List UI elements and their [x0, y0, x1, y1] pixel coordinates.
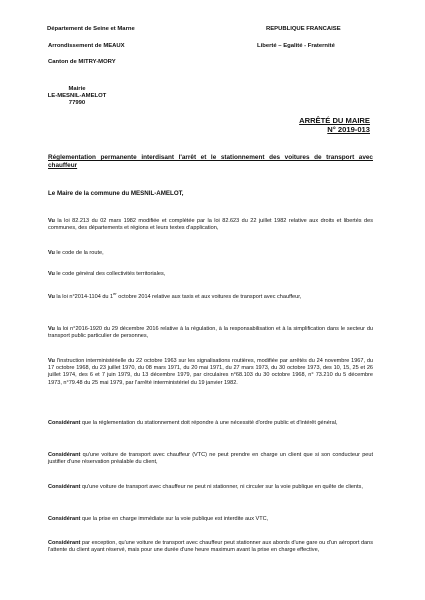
paragraph-text: l'instruction interministérielle du 22 octobre 1963 sur les signalisations routières, modifiée par arrêtés du 24 novembre 1967, du 17 octobre 1968, du 23 juillet 1970, du 08 mars 1971, du 20 mai 1971, du 27 mars 1973, du 30 octobre 1973, des 10, 15, 25 et 26 juillet 1974, des 6 et 7 juin 1979, du 13 décembre 1979, par circulaires n°68.103 du 30 octobre 1968, n° 73.210 du 5 décembre 1973, n°79.48 du 25 mai 1979, par l'arrêté interministériel du 19 janvier 1982.	[48, 358, 373, 386]
paragraph-lead: Vu	[48, 358, 55, 364]
paragraph-vu-loi-2014	[48, 291, 373, 301]
paragraph-lead: Vu	[48, 294, 55, 300]
paragraph-considerant-stationnement	[48, 484, 373, 491]
mairie-block	[37, 86, 117, 108]
paragraph-lead: Considérant	[48, 452, 81, 458]
paragraph-text: que la prise en charge immédiate sur la voie publique est interdite aux VTC,	[80, 516, 269, 522]
paragraph-lead: Vu	[48, 250, 55, 256]
paragraph-vu-loi-2016	[48, 326, 373, 340]
mairie-label: Mairie	[68, 86, 86, 92]
header-department: Département de Seine et Marne	[47, 26, 135, 32]
intro-line	[48, 190, 183, 198]
arrete-title: ARRÊTÉ DU MAIRE	[299, 116, 370, 125]
paragraph-text-start: la loi n°2014-1104 du 1	[54, 294, 114, 300]
paragraph-vu-code-route	[48, 250, 373, 257]
paragraph-text: la loi n°2016-1920 du 29 décembre 2016 relative à la régulation, à la responsabilisation et à la simplification dans le secteur du transport public particulier de personnes,	[48, 326, 373, 340]
paragraph-lead: Considérant	[48, 540, 81, 546]
paragraph-lead: Considérant	[48, 484, 81, 490]
intro-text: Le Maire de la commune du	[48, 190, 131, 197]
paragraph-text: qu'une voiture de transport avec chauffeur ne peut ni stationner, ni circuler sur la voie publique en quête de clients,	[80, 484, 363, 490]
paragraph-vu-instruction-1963	[48, 358, 373, 387]
paragraph-lead: Considérant	[48, 420, 81, 426]
paragraph-vu-loi-1982	[48, 218, 373, 232]
arrete-block	[240, 116, 370, 134]
paragraph-text: la loi 82.213 du 02 mars 1982 modifiée et complétée par la loi 82.623 du 22 juillet 1982 relative aux droits et libertés des communes, des départements et régions et leurs textes d'application,	[48, 218, 373, 232]
document-subject: Réglementation permanente interdisant l'arrêt et le stationnement des voitures de transport avec chauffeur	[48, 154, 373, 169]
paragraph-text: par exception, qu'une voiture de transport avec chauffeur peut stationner aux abords d'une gare ou d'un aéroport dans l'attente du client ayant réservé, mais pour une durée d'une heure maximum avant la prise en charge effective,	[48, 540, 373, 554]
paragraph-text: que la réglementation du stationnement doit répondre à une nécessité d'ordre public et d'intérêt général,	[80, 420, 338, 426]
paragraph-text: qu'une voiture de transport avec chauffeur (VTC) ne peut prendre en charge un client que si son conducteur peut justifier d'une réservation préalable du client,	[48, 452, 373, 466]
paragraph-lead: Vu	[48, 218, 55, 224]
paragraph-considerant-gare-aeroport	[48, 540, 373, 554]
paragraph-vu-cgct	[48, 271, 373, 278]
paragraph-text: le code de la route,	[54, 250, 104, 256]
paragraph-lead: Vu	[48, 271, 55, 277]
paragraph-superscript: er	[113, 291, 117, 297]
paragraph-considerant-ordre-public	[48, 420, 373, 427]
header-devise: Liberté – Egalité - Fraternité	[257, 43, 335, 49]
paragraph-lead: Considérant	[48, 516, 81, 522]
mairie-commune: LE-MESNIL-AMELOT	[47, 93, 107, 100]
paragraph-considerant-prise-en-charge	[48, 516, 373, 523]
arrete-number: N° 2019-013	[327, 125, 370, 134]
intro-commune: MESNIL-AMELOT	[130, 190, 182, 197]
paragraph-lead: Vu	[48, 326, 55, 332]
paragraph-text: octobre 2014 relative aux taxis et aux voitures de transport avec chauffeur,	[116, 294, 302, 300]
mairie-postcode: 77990	[68, 100, 86, 107]
header-canton: Canton de MITRY-MORY	[48, 59, 116, 65]
paragraph-text: le code général des collectivités territoriales,	[54, 271, 166, 277]
header-republique: REPUBLIQUE FRANCAISE	[266, 26, 341, 32]
intro-colon: ,	[181, 190, 184, 197]
paragraph-considerant-reservation	[48, 452, 373, 466]
header-arrondissement: Arrondissement de MEAUX	[48, 43, 125, 49]
